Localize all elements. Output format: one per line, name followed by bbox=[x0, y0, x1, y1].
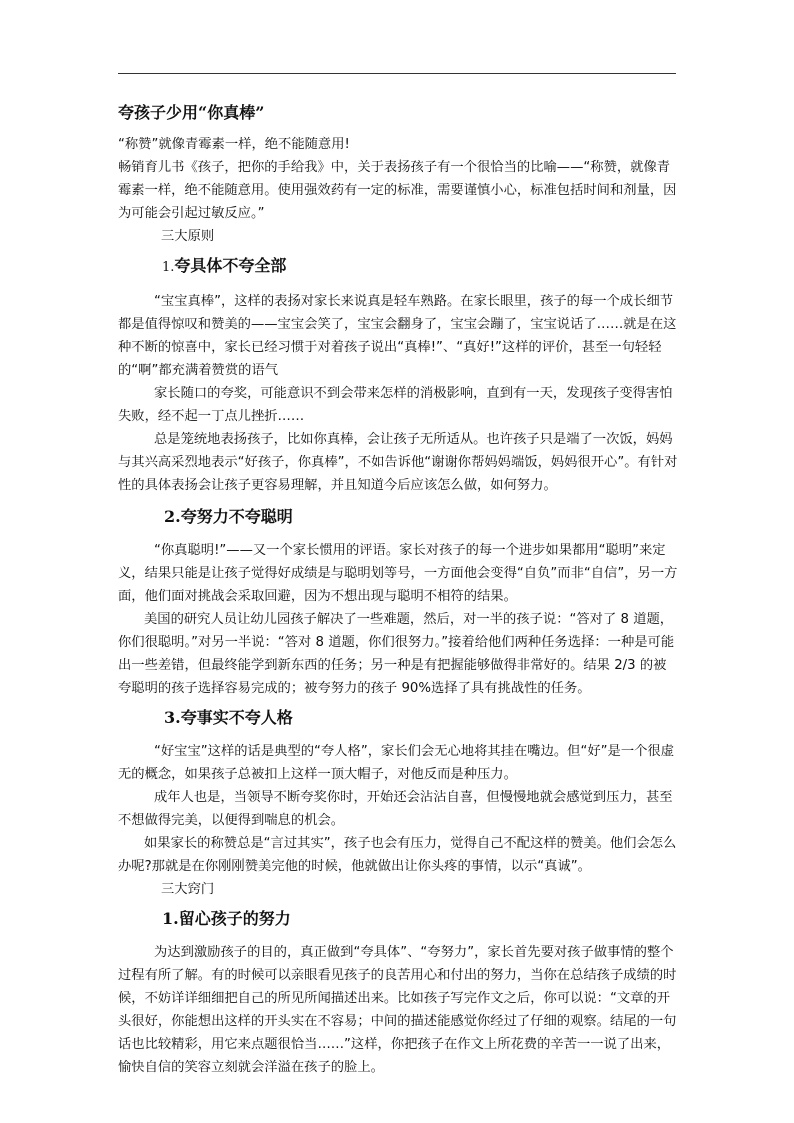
section-heading-text: 夸具体不夸全部 bbox=[174, 256, 287, 275]
intro-line: “称赞”就像青霉素一样，绝不能随意用! bbox=[118, 137, 350, 152]
section1-paragraph-2: 家长随口的夸奖，可能意识不到会带来怎样的消极影响，直到有一天，发现孩子变得害怕失败，经不起一丁点儿挫折…… bbox=[118, 386, 673, 424]
section1-paragraph-1: “宝宝真棒”，这样的表扬对家长来说真是轻车熟路。在家长眼里，孩子的每一个成长细节都是值得惊叹和赞美的——宝宝会笑了，宝宝会翻身了，宝宝会蹦了，宝宝说话了……就是在这种不断的惊喜中，家长已经习惯于对着孩子说出“真棒!”、“真好!”这样的评价，甚至一句轻轻的“啊”都充满着赞赏的语气 bbox=[118, 294, 677, 378]
intro-paragraph: 畅销育儿书《孩子，把你的手给我》中，关于表扬孩子有一个很恰当的比喻——“称赞，就像青霉素一样，绝不能随意用。使用强效药有一定的标准，需要谨慎小心，标准包括时间和剂量，因为可能会引起过敏反应。” bbox=[118, 160, 677, 221]
section3-paragraph-2: 成年人也是，当领导不断夸奖你时，开始还会沾沾自喜，但慢慢地就会感觉到压力，甚至不想做得完美，以便得到喘息的机会。 bbox=[118, 790, 673, 828]
section2-paragraph-1: “你真聪明!”——又一个家长惯用的评语。家长对孩子的每一个进步如果都用“聪明”来定义，结果只能是让孩子觉得好成绩是与聪明划等号，一方面他会变得“自负”而非“自信”，另一方面，他们面对挑战会采取回避，因为不想出现与聪明不相符的结果。 bbox=[118, 543, 678, 604]
section-number: 1. bbox=[162, 260, 175, 275]
section3-paragraph-3: 如果家长的称赞总是“言过其实”，孩子也会有压力，觉得自己不配这样的赞美。他们会怎么办呢?那就是在你刚刚赞美完他的时候，他就做出让你头疼的事情，以示“真诚”。 bbox=[118, 836, 677, 874]
section-heading-2: 2.夸努力不夸聪明 bbox=[164, 507, 293, 526]
section2-paragraph-2: 美国的研究人员让幼儿园孩子解决了一些难题，然后，对一半的孩子说：“答对了 8 道题，你们很聪明。”对另一半说：“答对 8 道题，你们很努力。”接着给他们两种任务选择：一种是可能出一些差错，但最终能学到新东西的任务；另一种是有把握能够做得非常好的。结果 2/3 的被夸聪明的孩子选择容易完成的；被夸努力的孩子 90%选择了具有挑战性的任务。 bbox=[118, 612, 675, 696]
tricks-label: 三大窍门 bbox=[161, 882, 215, 897]
section-heading-4: 1.留心孩子的努力 bbox=[162, 909, 291, 928]
document-body bbox=[118, 101, 678, 1079]
section4-paragraph-1: 为达到激励孩子的目的，真正做到“夸具体”、“夸努力”，家长首先要对孩子做事情的整个过程有所了解。有的时候可以亲眼看见孩子的良苦用心和付出的努力，当你在总结孩子成绩的时候，不妨详详细细把自己的所见所闻描述出来。比如孩子写完作文之后，你可以说：“文章的开头很好，你能想出这样的开头实在不容易；中间的描述能感觉你经过了仔细的观察。结尾的一句话也比较精彩，用它来点题很恰当……”这样，你把孩子在作文上所花费的辛苦一一说了出来，愉快自信的笑容立刻就会洋溢在孩子的脸上。 bbox=[118, 945, 677, 1075]
section-heading-1 bbox=[118, 254, 678, 280]
section1-paragraph-3: 总是笼统地表扬孩子，比如你真棒，会让孩子无所适从。也许孩子只是端了一次饭，妈妈与其兴高采烈地表示“好孩子，你真棒”，不如告诉他“谢谢你帮妈妈端饭，妈妈很开心”。有针对性的具体表扬会让孩子更容易理解，并且知道今后应该怎么做，如何努力。 bbox=[118, 432, 678, 493]
section-heading-3: 3.夸事实不夸人格 bbox=[164, 708, 293, 727]
header-rule bbox=[118, 73, 676, 74]
section3-paragraph-1: “好宝宝”这样的话是典型的“夸人格”，家长们会无心地将其挂在嘴边。但“好”是一个很虚无的概念，如果孩子总被扣上这样一顶大帽子，对他反而是种压力。 bbox=[118, 744, 675, 782]
article-title: 夸孩子少用“你真棒” bbox=[118, 103, 265, 122]
principles-label: 三大原则 bbox=[161, 229, 215, 244]
